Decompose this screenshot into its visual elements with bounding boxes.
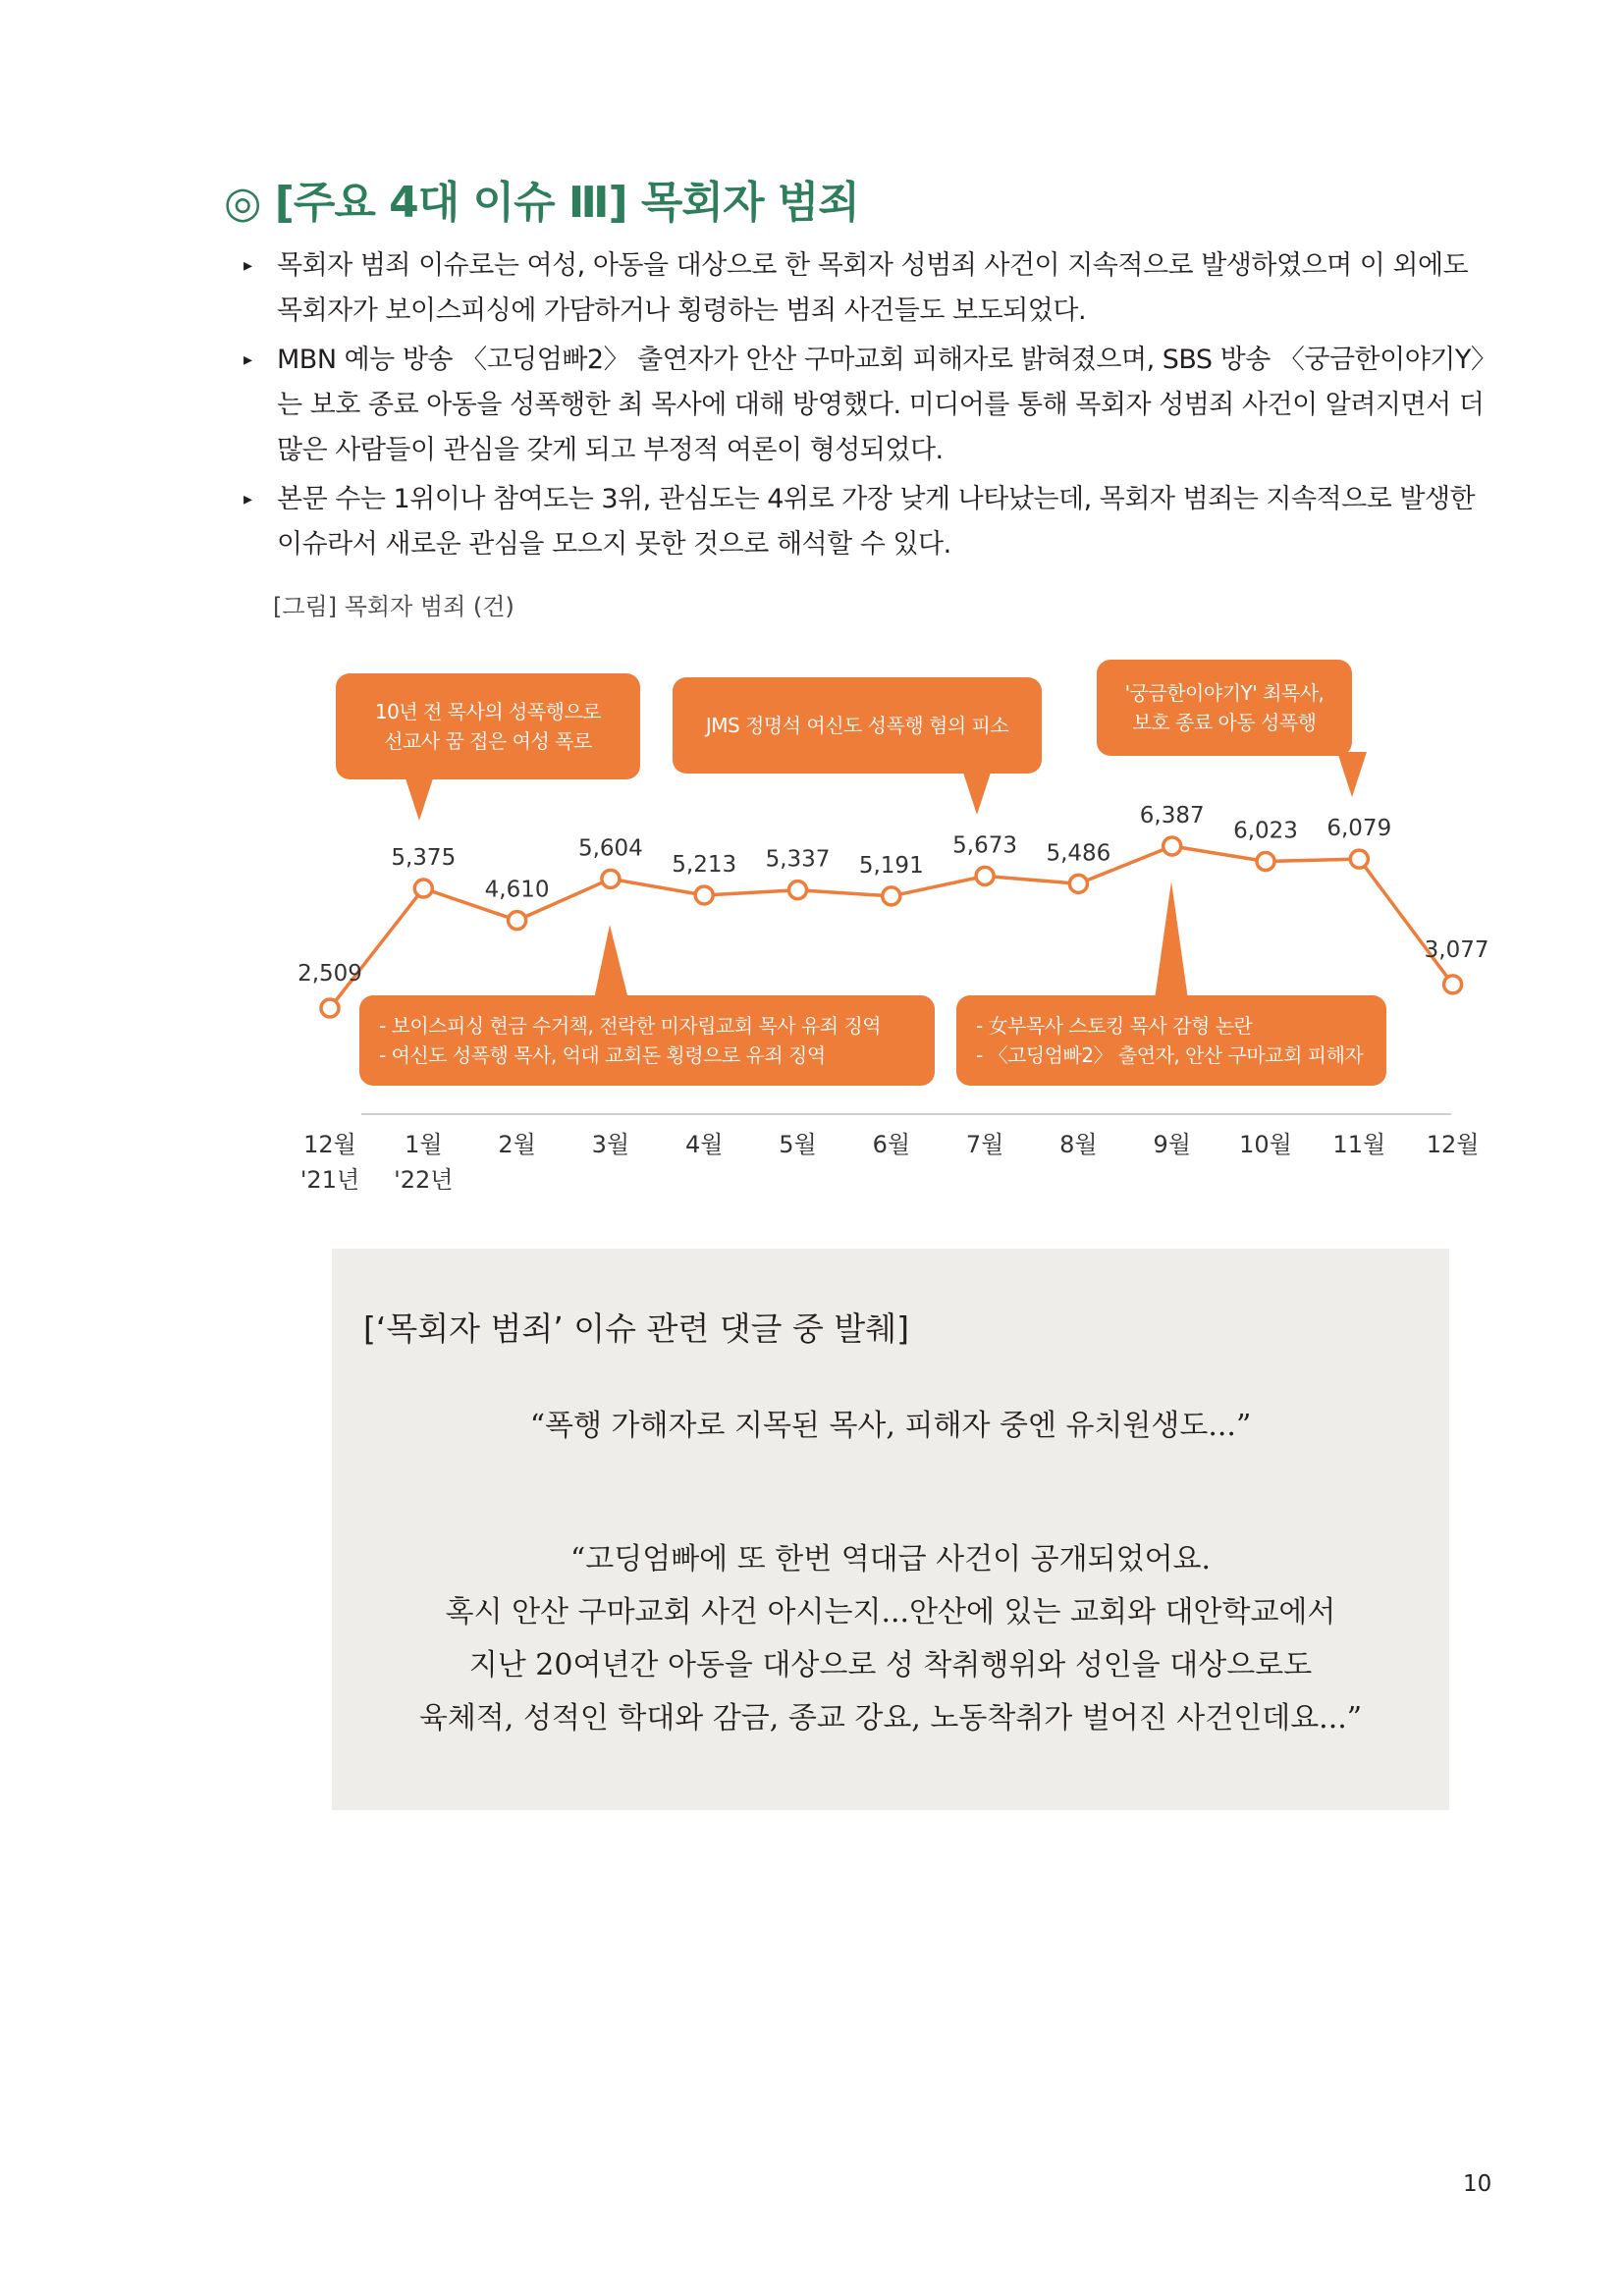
quote-line: 지난 20여년간 아동을 대상으로 성 착취행위와 성인을 대상으로도 bbox=[468, 1648, 1313, 1682]
data-point bbox=[509, 912, 526, 930]
data-point bbox=[1257, 852, 1274, 870]
value-label: 5,673 bbox=[952, 832, 1018, 859]
callout-line: 보호 종료 아동 성폭행 bbox=[1132, 711, 1317, 734]
bullet-text: 본문 수는 1위이나 참여도는 3위, 관심도는 4위로 가장 낮게 나타났는데, 목회자 범죄는 지속적으로 발생한 이슈라서 새로운 관심을 모으지 못한 것으로 해석할 수 있다. bbox=[277, 484, 1476, 560]
callout-nov bbox=[1097, 660, 1352, 756]
callout-line: 선교사 꿈 접은 여성 폭로 bbox=[384, 729, 592, 753]
bullet-text: MBN 예능 방송 〈고딩엄빠2〉 출연자가 안산 구마교회 피해자로 밝혀졌으며, SBS 방송 〈궁금한이야기Y〉는 보호 종료 아동을 성폭행한 최 목사에 대해 방영했다. 미디어를 통해 목회자 성범죄 사건이 알려지면서 더 많은 사람들이 관심을 갖게 되고 부정적 여론이 형성되었다. bbox=[277, 345, 1485, 465]
value-label: 3,077 bbox=[1424, 936, 1489, 963]
value-label: 5,375 bbox=[391, 845, 457, 872]
bullet-text: 목회자 범죄 이슈로는 여성, 아동을 대상으로 한 목회자 성범죄 사건이 지속적으로 발생하였으며 이 외에도 목회자가 보이스피싱에 가담하거나 횡령하는 범죄 사건들도 보도되었다. bbox=[277, 250, 1469, 326]
callout-line: - 女부목사 스토킹 목사 감형 논란 bbox=[976, 1014, 1253, 1038]
quote-line: “폭행 가해자로 지목된 목사, 피해자 중엔 유치원생도...” bbox=[529, 1409, 1252, 1443]
value-label: 5,486 bbox=[1046, 840, 1111, 867]
data-point bbox=[1069, 875, 1087, 892]
x-tick-label: 5월 bbox=[779, 1131, 817, 1158]
x-year-label: '22년 bbox=[394, 1166, 454, 1194]
data-point bbox=[602, 870, 620, 887]
comment-quote bbox=[332, 1400, 1449, 1453]
figure-caption: [그림] 목회자 범죄 (건) bbox=[273, 593, 514, 620]
bullet-arrow-icon: ▸ bbox=[243, 255, 252, 276]
excerpt-title: [‘목회자 범죄’ 이슈 관련 댓글 중 발췌] bbox=[363, 1309, 909, 1348]
bullet-arrow-icon: ▸ bbox=[243, 349, 252, 370]
callout-line: 10년 전 목사의 성폭행으로 bbox=[374, 700, 602, 723]
callout-pointer-nov bbox=[1337, 752, 1367, 797]
x-tick-label: 10월 bbox=[1239, 1131, 1292, 1158]
x-tick-label: 12월 bbox=[303, 1131, 356, 1158]
callout-pointer-jul bbox=[962, 770, 992, 815]
callout-pointer-mar bbox=[594, 925, 628, 999]
x-tick-label: 3월 bbox=[591, 1131, 630, 1158]
value-label: 6,023 bbox=[1233, 818, 1298, 844]
value-label: 4,610 bbox=[484, 877, 550, 903]
x-tick-label: 11월 bbox=[1332, 1131, 1386, 1158]
x-tick-label: 9월 bbox=[1153, 1131, 1191, 1158]
x-tick-label: 7월 bbox=[965, 1131, 1004, 1158]
callout-pointer-sep bbox=[1155, 881, 1188, 999]
value-label: 5,213 bbox=[672, 851, 737, 878]
callout-line: - 여신도 성폭행 목사, 억대 교회돈 횡령으로 유죄 징역 bbox=[379, 1043, 826, 1067]
data-point bbox=[789, 881, 807, 899]
x-tick-label: 1월 bbox=[405, 1131, 443, 1158]
callout-line: - 〈고딩엄빠2〉 출연자, 안산 구마교회 피해자 bbox=[976, 1043, 1364, 1067]
quote-line: 혹시 안산 구마교회 사건 아시는지...안산에 있는 교회와 대안학교에서 bbox=[445, 1595, 1336, 1629]
comment-excerpt-box bbox=[332, 1249, 1449, 1810]
callout-line: JMS 정명석 여신도 성폭행 혐의 피소 bbox=[705, 714, 1009, 737]
value-label: 5,337 bbox=[765, 846, 831, 873]
value-label: 2,509 bbox=[298, 961, 362, 987]
x-tick-label: 4월 bbox=[684, 1131, 724, 1158]
data-point bbox=[1444, 976, 1462, 993]
callout-mar bbox=[359, 995, 935, 1086]
x-year-label: '21년 bbox=[299, 1166, 360, 1194]
data-point bbox=[695, 886, 713, 904]
comment-quote bbox=[332, 1533, 1449, 1745]
x-tick-label: 2월 bbox=[498, 1131, 536, 1158]
bullet-arrow-icon: ▸ bbox=[243, 489, 252, 509]
data-point bbox=[1350, 850, 1368, 868]
data-point bbox=[414, 880, 432, 897]
callout-line: '궁금한이야기Y' 최목사, bbox=[1124, 681, 1325, 705]
callout-jul bbox=[673, 677, 1042, 774]
callout-sep bbox=[956, 995, 1386, 1086]
data-point bbox=[976, 867, 994, 884]
value-label: 5,191 bbox=[858, 852, 924, 879]
callout-jan bbox=[336, 673, 640, 779]
data-point bbox=[883, 887, 900, 905]
callout-line: - 보이스피싱 현금 수거책, 전락한 미자립교회 목사 유죄 징역 bbox=[379, 1014, 882, 1038]
value-label: 6,079 bbox=[1326, 816, 1392, 842]
value-label: 6,387 bbox=[1139, 803, 1205, 828]
x-tick-label: 6월 bbox=[872, 1131, 911, 1158]
value-label: 5,604 bbox=[577, 835, 643, 862]
section-heading: ◎ [주요 4대 이슈 Ⅲ] 목회자 범죄 bbox=[224, 178, 859, 228]
x-tick-label: 8월 bbox=[1059, 1131, 1098, 1158]
data-point bbox=[321, 999, 339, 1017]
quote-line: 육체적, 성적인 학대와 감금, 종교 강요, 노동착취가 벌어진 사건인데요...” bbox=[418, 1701, 1363, 1735]
page-number: 10 bbox=[1463, 2171, 1492, 2197]
data-point bbox=[1163, 837, 1181, 855]
callout-pointer-jan bbox=[405, 775, 434, 821]
x-tick-label: 12월 bbox=[1426, 1131, 1480, 1158]
quote-line: “고딩엄빠에 또 한번 역대급 사건이 공개되었어요. bbox=[569, 1542, 1212, 1576]
